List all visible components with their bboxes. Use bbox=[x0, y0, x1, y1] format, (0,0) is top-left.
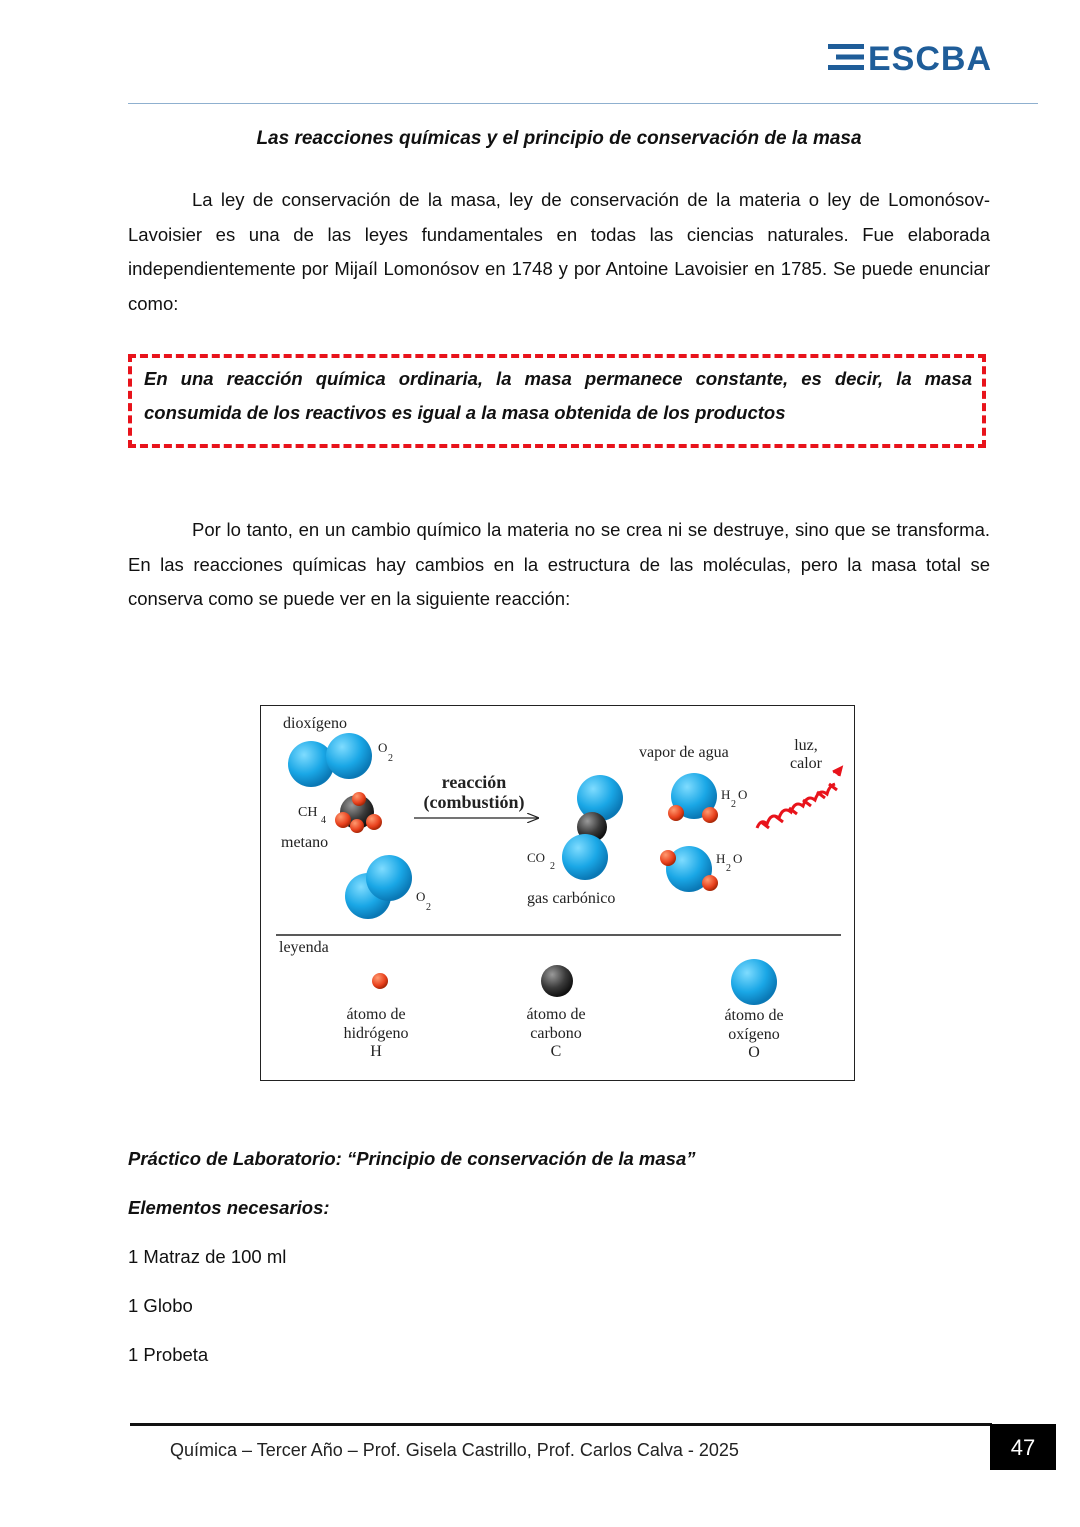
list-item: 1 Matraz de 100 ml bbox=[128, 1246, 287, 1267]
label-ch4-sub: 4 bbox=[321, 815, 326, 826]
label-co2: CO bbox=[527, 850, 546, 865]
combustion-diagram bbox=[260, 705, 855, 1081]
section-title: Las reacciones químicas y el principio de conservación de la masa bbox=[256, 128, 862, 149]
paragraph-explanation-text: Por lo tanto, en un cambio químico la materia no se crea ni se destruye, sino que se transforma. En las reacciones químicas hay cambios en la estructura de las moléculas, pero la masa total se conserva como se puede ver en la siguiente reacción: bbox=[128, 519, 990, 609]
elements-heading: Elementos necesarios: bbox=[128, 1197, 330, 1218]
list-item: 1 Probeta bbox=[128, 1344, 209, 1365]
label-gas-carbonico: gas carbónico bbox=[527, 890, 616, 907]
legend-oxygen-symbol: O bbox=[748, 1044, 760, 1061]
legend-carbon-symbol: C bbox=[550, 1043, 562, 1060]
legend-carbon-atom bbox=[541, 965, 573, 997]
label-o2-top: O bbox=[378, 740, 388, 755]
legend-oxygen-atom bbox=[731, 959, 777, 1005]
page-number: 47 bbox=[990, 1424, 1056, 1470]
header-divider bbox=[128, 103, 1038, 104]
paragraph-intro-text: La ley de conservación de la masa, ley de conservación de la materia o ley de Lomonósov-Lavoisier es una de las leyes fundamentales en todas las ciencias naturales. Fue elaborada independientemente por Mijaíl Lomonósov en 1748 y por Antoine Lavoisier en 1785. Se puede enunciar como: bbox=[128, 189, 990, 314]
label-o2-top-sub: 2 bbox=[388, 753, 393, 764]
label-h2o-bottom-h: H bbox=[716, 851, 726, 866]
label-reaccion: reacción bbox=[441, 772, 507, 792]
legend-carbon-line2: carbono bbox=[530, 1025, 582, 1042]
footer-text: Química – Tercer Año – Prof. Gisela Castrillo, Prof. Carlos Calva - 2025 bbox=[170, 1440, 739, 1460]
label-h2o-bottom-sub: 2 bbox=[726, 863, 731, 874]
water-molecule-top bbox=[668, 773, 718, 823]
o2-molecule-bottom bbox=[345, 855, 412, 919]
legend-hydrogen-atom bbox=[372, 973, 388, 989]
label-h2o-top-h: H bbox=[721, 787, 731, 802]
label-combustion: (combustión) bbox=[423, 792, 525, 812]
label-vapor-de-agua: vapor de agua bbox=[639, 744, 729, 761]
label-co2-sub: 2 bbox=[550, 861, 555, 872]
legend-oxygen-line1: átomo de bbox=[724, 1007, 784, 1024]
label-leyenda: leyenda bbox=[279, 939, 329, 956]
label-h2o-bottom-o: O bbox=[733, 851, 743, 866]
water-molecule-bottom bbox=[660, 846, 718, 892]
footer-divider bbox=[130, 1423, 992, 1426]
label-ch4: CH bbox=[298, 805, 318, 820]
co2-molecule bbox=[562, 775, 623, 880]
label-metano: metano bbox=[281, 834, 329, 851]
label-calor: calor bbox=[790, 755, 822, 772]
label-luz: luz, bbox=[794, 737, 818, 754]
paragraph-explanation bbox=[128, 513, 990, 617]
paragraph-intro bbox=[128, 183, 990, 321]
escba-logo bbox=[828, 40, 1028, 74]
list-item: 1 Globo bbox=[128, 1295, 193, 1316]
label-o2-bottom: O bbox=[416, 889, 426, 904]
legend-carbon-line1: átomo de bbox=[526, 1006, 586, 1023]
logo-text: ESCBA bbox=[868, 40, 993, 74]
label-h2o-top-o: O bbox=[738, 787, 748, 802]
legend-hydrogen-line1: átomo de bbox=[346, 1006, 406, 1023]
legend-hydrogen-line2: hidrógeno bbox=[343, 1025, 409, 1042]
highlight-text: En una reacción química ordinaria, la masa permanece constante, es decir, la masa consumida de los reactivos es igual a la masa obtenida de los productos bbox=[144, 368, 972, 423]
lab-heading: Práctico de Laboratorio: “Principio de conservación de la masa” bbox=[128, 1148, 696, 1169]
legend-hydrogen-symbol: H bbox=[370, 1043, 382, 1060]
methane-molecule bbox=[335, 792, 382, 833]
legend-oxygen-line2: oxígeno bbox=[728, 1026, 780, 1043]
o2-molecule-top bbox=[288, 733, 372, 787]
label-h2o-top-sub: 2 bbox=[731, 799, 736, 810]
light-heat-icon bbox=[757, 768, 841, 828]
label-o2-bottom-sub: 2 bbox=[426, 902, 431, 913]
label-dioxigeno: dioxígeno bbox=[283, 715, 347, 732]
